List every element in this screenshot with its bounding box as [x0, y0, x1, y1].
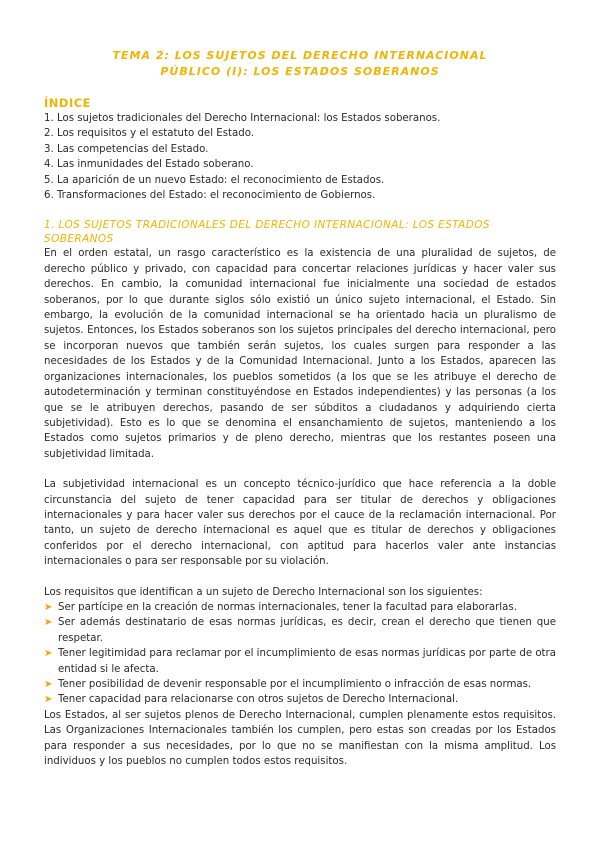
paragraph-intro: En el orden estatal, un rasgo característico es la existencia de una pluralidad de sujetos, de derecho público y privado, con capacidad para concertar relaciones jurídicas y hacer valer sus derechos. En cambio, la comunidad internacional fue inicialmente una sociedad de estados soberanos, por lo que durante siglos sólo existió un único sujeto internacional, el Estado. Sin embargo, la evolución de la comunidad internacional se ha orientado hacia un pluralismo de sujetos. Entonces, los Estados soberanos son los sujetos principales del derecho internacional, pero se incorporan nuevos que también serán sujetos, los cuales surgen para responder a las necesidades de los Estados y de la Comunidad Internacional. Junto a los Estados, aparecen las organizaciones internacionales, los pueblos sometidos (a los que se les atribuye el derecho de autodeterminación y terminan constituyéndose en Estados independientes) y las personas (a los que se le atribuyen derechos, pasando de ser súbditos a ciudadanos y adquiriendo cierta subjetividad). Esto es lo que se denomina el ensanchamiento de sujetos, manteniendo a los Estados como sujetos primarios y de pleno derecho, mientras que los restantes poseen una subjetividad limitada.: [44, 248, 556, 460]
toc-item-5: 5. La aparición de un nuevo Estado: el reconocimiento de Estados.: [44, 174, 385, 186]
list-item: ➤ Tener legitimidad para reclamar por el incumplimiento de esas normas jurídicas por parte de otra entidad si le afecta.: [44, 648, 556, 675]
arrow-bullet-icon: ➤: [44, 617, 53, 629]
document-title: TEMA 2: LOS SUJETOS DEL DERECHO INTERNACIONAL PÚBLICO (I): LOS ESTADOS SOBERANOS: [112, 49, 488, 78]
index-heading: ÍNDICE: [44, 96, 92, 110]
requirements-list: [44, 600, 556, 708]
paragraph-requisitos-intro: Los requisitos que identifican a un sujeto de Derecho Internacional son los siguientes:: [44, 586, 483, 598]
toc-item-3: 3. Las competencias del Estado.: [44, 143, 209, 155]
arrow-bullet-icon: ➤: [44, 648, 53, 660]
arrow-bullet-icon: ➤: [44, 679, 53, 690]
toc-item-2: 2. Los requisitos y el estatuto del Estado.: [44, 128, 255, 140]
toc-item-6: 6. Transformaciones del Estado: el reconocimiento de Gobiernos.: [44, 190, 376, 202]
section-1-heading: 1. LOS SUJETOS TRADICIONALES DEL DERECHO INTERNACIONAL: LOS ESTADOS SOBERANOS: [44, 219, 490, 246]
table-of-contents: [44, 111, 556, 203]
arrow-bullet-icon: ➤: [44, 694, 53, 706]
paragraph-conclusion: Los Estados, al ser sujetos plenos de Derecho Internacional, cumplen plenamente estos requisitos. Las Organizaciones Internacionales también los cumplen, pero estas son creadas por los Estados para responder a sus necesidades, por lo que no se manifiestan con la misma amplitud. Los individuos y los pueblos no cumplen todos estos requisitos.: [44, 709, 556, 768]
list-item: ➤ Ser además destinatario de esas normas jurídicas, es decir, crean el derecho que tienen que respetar.: [44, 617, 556, 644]
list-item: ➤ Tener capacidad para relacionarse con otros sujetos de Derecho Internacional.: [44, 692, 556, 707]
arrow-bullet-icon: ➤: [44, 601, 53, 613]
toc-item-1: 1. Los sujetos tradicionales del Derecho Internacional: los Estados soberanos.: [44, 113, 441, 124]
list-item: ➤ Tener posibilidad de devenir responsable por el incumplimiento o infracción de esas normas.: [44, 677, 556, 692]
toc-item-4: 4. Las inmunidades del Estado soberano.: [44, 159, 254, 171]
list-item: ➤ Ser partícipe en la creación de normas internacionales, tener la facultad para elaborarlas.: [44, 600, 556, 615]
paragraph-subjetividad: La subjetividad internacional es un concepto técnico-jurídico que hace referencia a la doble circunstancia del sujeto de tener capacidad para ser titular de derechos y obligaciones internacionales y para hacer valer sus derechos por el cauce de la reclamación internacional. Por tanto, un sujeto de derecho internacional es aquel que es titular de derechos y obligaciones conferidos por el derecho internacional, con aptitud para hacerlos valer ante instancias internacionales o para ser responsable por su violación.: [44, 479, 556, 568]
